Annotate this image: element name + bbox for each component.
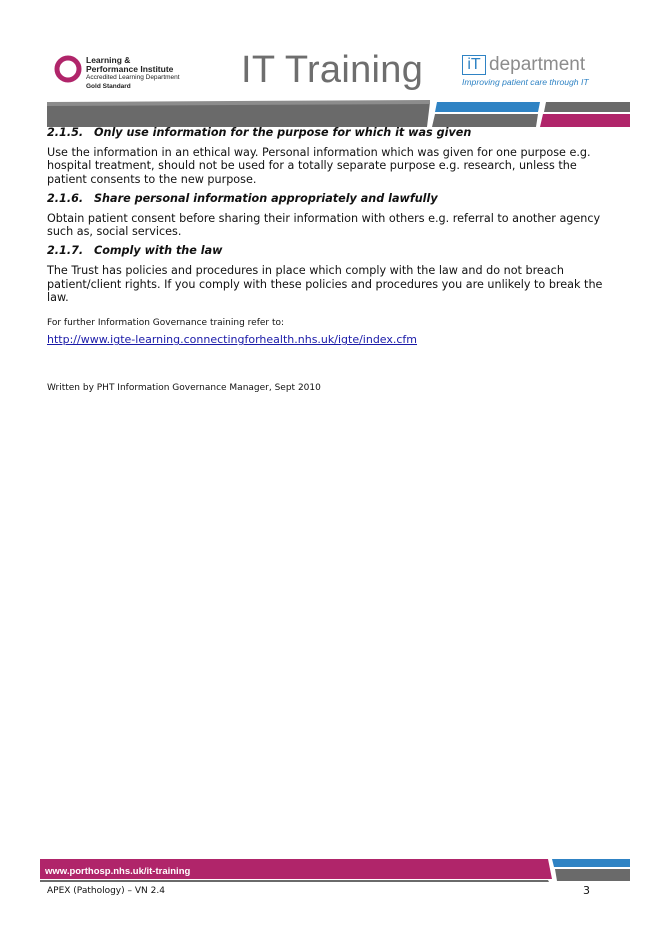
footer-doc-version: APEX (Pathology) – VN 2.4 — [47, 886, 165, 896]
header-band — [0, 100, 662, 128]
section-title: Only use information for the purpose for which it was given — [94, 126, 472, 139]
section-title: Comply with the law — [94, 244, 223, 258]
it-logo-tagline: Improving patient care through IT — [462, 77, 589, 87]
section-heading — [47, 192, 607, 205]
section-number: 2.1.6. — [47, 191, 84, 205]
further-training-note: For further Information Governance training refer to: — [47, 318, 285, 329]
igte-learning-link[interactable]: http://www.igte-learning.connectingforhealth.nhs.uk/igte/index.cfm — [47, 333, 418, 347]
page-title: IT Training — [241, 49, 424, 91]
section-paragraph: Obtain patient consent before sharing their information with others e.g. referral to another agency such as, social services. — [47, 211, 601, 239]
section-number: 2.1.7. — [47, 244, 84, 258]
section-heading — [47, 126, 607, 139]
lpi-line4: Gold Standard — [86, 82, 131, 90]
section-number: 2.1.5. — [47, 126, 84, 139]
section-paragraph: The Trust has policies and procedures in place which comply with the law and do not breach patient/client rights. If you comply with these policies and procedures you are unlikely to break the law. — [47, 264, 603, 305]
lpi-line1: Learning & — [86, 55, 131, 65]
section-heading — [47, 244, 607, 257]
written-by-note: Written by PHT Information Governance Manager, Sept 2010 — [47, 383, 321, 394]
document-body — [47, 126, 607, 393]
footer-url: www.porthosp.nhs.uk/it-training — [45, 866, 191, 877]
lpi-line3: Accredited Learning Department — [86, 74, 180, 81]
lpi-line2: Performance Institute — [86, 63, 174, 74]
lpi-ring-icon — [54, 55, 82, 83]
page-number: 3 — [583, 884, 590, 897]
it-logo-word: department — [489, 54, 586, 75]
section-paragraph: Use the information in an ethical way. Personal information which was given for one purpose e.g. hospital treatment, should not be used for a totally separate purpose e.g. research, unless the patient consents to the new purpose. — [47, 146, 591, 186]
it-box-icon: iT — [462, 55, 486, 75]
section-title: Share personal information appropriately and lawfully — [94, 191, 438, 205]
it-department-logo — [462, 55, 597, 91]
